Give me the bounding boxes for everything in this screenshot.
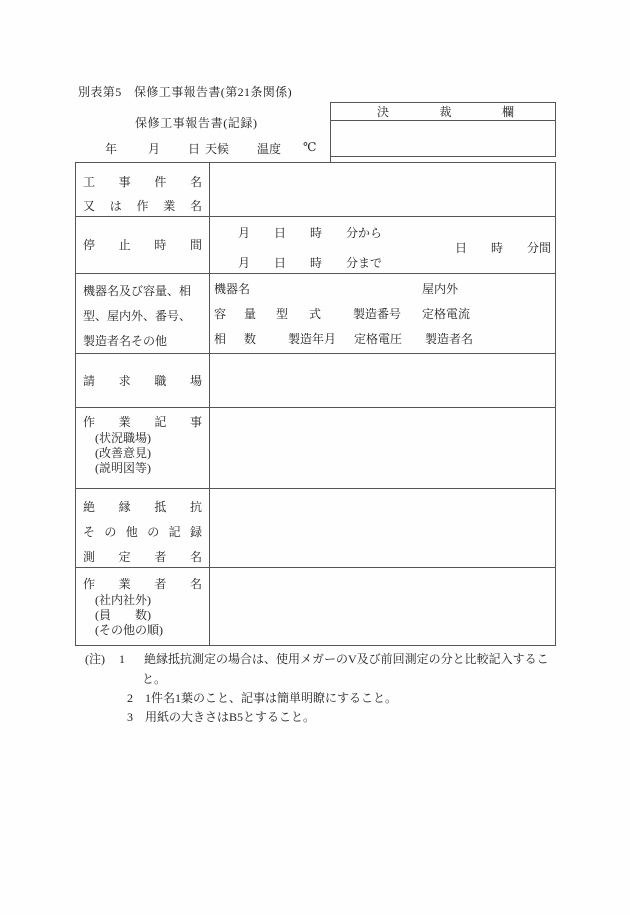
equipment-detail-line: [210, 280, 555, 296]
model-label: 型: [276, 307, 289, 321]
weather-label: 天候: [205, 142, 230, 156]
work-notes-entry-cell: [210, 408, 555, 488]
equipment-detail-cell: [210, 274, 555, 353]
table-row-equipment: [76, 274, 555, 354]
model-label: 式: [309, 307, 322, 321]
celsius-label: ℃: [303, 140, 317, 154]
label-line: 製造者名その他: [83, 334, 168, 348]
year-label: 年: [105, 142, 118, 156]
form-title: 保修工事報告書(記録): [135, 116, 258, 130]
label-subline: (状況職場): [95, 431, 151, 445]
label-line: 請 求 職 場: [83, 373, 202, 388]
note-item-1-continuation: [142, 672, 166, 687]
request-shop-label-cell: [76, 354, 210, 407]
workers-label-cell: [76, 568, 210, 645]
table-row-request-shop: [76, 354, 555, 408]
day-label: 日: [188, 142, 201, 156]
note-item-2: [127, 691, 397, 706]
temperature-label: 温度: [257, 142, 282, 156]
stop-time-label-cell: [76, 217, 210, 273]
label-subline: (員 数): [95, 608, 151, 622]
label-line: 又 は 作 業 名: [83, 199, 202, 213]
label-line: 工 事 件 名: [83, 175, 202, 189]
label-line: 作 業 記 事: [83, 415, 202, 429]
equipment-label-cell: [76, 274, 210, 353]
work-notes-label-cell: [76, 408, 210, 488]
label-subline: (説明図等): [95, 461, 151, 475]
approval-box: [330, 102, 556, 157]
capacity-label: 量: [244, 307, 257, 321]
manufacturer-label: 製造者名: [425, 332, 474, 346]
label-line: 絶 縁 抵 抗: [83, 500, 202, 514]
indoor-outdoor-label: 屋内外: [422, 282, 459, 296]
label-line: 型、屋内外、番号、: [83, 309, 192, 323]
approval-box-title: [331, 103, 555, 121]
table-row-workers: [76, 568, 555, 645]
phase-label: 相: [214, 332, 227, 346]
rated-voltage-label: 定格電圧: [354, 332, 403, 346]
table-row-work-notes: [76, 408, 555, 489]
note-number: 2: [127, 691, 133, 705]
note-item-3: [127, 710, 315, 725]
request-shop-entry-cell: [210, 354, 555, 407]
label-line: 機器名及び容量、相: [83, 284, 192, 298]
note-marker: (注): [85, 652, 105, 666]
label-line: そ の 他 の 記 録: [83, 525, 202, 539]
equipment-detail-line: [210, 305, 555, 321]
label-line: 作 業 者 名: [83, 577, 202, 591]
note-number: 1: [119, 652, 125, 666]
stop-time-duration-line: 日 時 分間: [455, 241, 552, 255]
stop-time-from-line: 月 日 時 分から: [238, 226, 383, 240]
label-line: 測 定 者 名: [83, 550, 202, 564]
approval-char: 欄: [501, 104, 514, 119]
phase-label: 数: [244, 332, 257, 346]
month-label: 月: [148, 142, 161, 156]
insulation-entry-cell: [210, 489, 555, 567]
table-row-work-name: [76, 163, 555, 217]
label-subline: (社内社外): [95, 593, 151, 607]
insulation-label-cell: [76, 489, 210, 567]
workers-entry-cell: [210, 568, 555, 645]
note-text: 1件名1葉のこと、記事は簡単明瞭にすること。: [145, 691, 398, 705]
stop-time-to-line: 月 日 時 分まで: [238, 256, 383, 270]
capacity-label: 容: [214, 307, 227, 321]
note-text: 絶縁抵抗測定の場合は、使用メガーのV及び前回測定の分と比較記入するこ: [144, 652, 549, 666]
label-line: 停 止 時 間: [83, 238, 202, 252]
note-text: 用紙の大きさはB5とすること。: [145, 710, 316, 724]
work-name-label-cell: [76, 163, 210, 216]
equipment-detail-line: [210, 330, 555, 346]
note-number: 3: [127, 710, 133, 724]
document-reference-title: 別表第5 保修工事報告書(第21条関係): [78, 85, 292, 99]
serial-number-label: 製造番号: [353, 307, 402, 321]
label-subline: (改善意見): [95, 446, 151, 460]
rated-current-label: 定格電流: [422, 307, 471, 321]
manufacture-date-label: 製造年月: [288, 332, 337, 346]
report-form-table: [75, 162, 556, 646]
table-row-insulation: [76, 489, 555, 568]
table-row-stop-time: [76, 217, 555, 274]
stop-time-entry-cell: [210, 217, 555, 273]
label-subline: (その他の順): [95, 623, 163, 637]
approval-char: 決: [377, 104, 390, 119]
note-item-1: [85, 652, 549, 667]
equipment-name-label: 機器名: [214, 282, 251, 296]
note-text: と。: [142, 672, 167, 686]
approval-char: 裁: [439, 104, 452, 119]
work-name-entry-cell: [210, 163, 555, 216]
